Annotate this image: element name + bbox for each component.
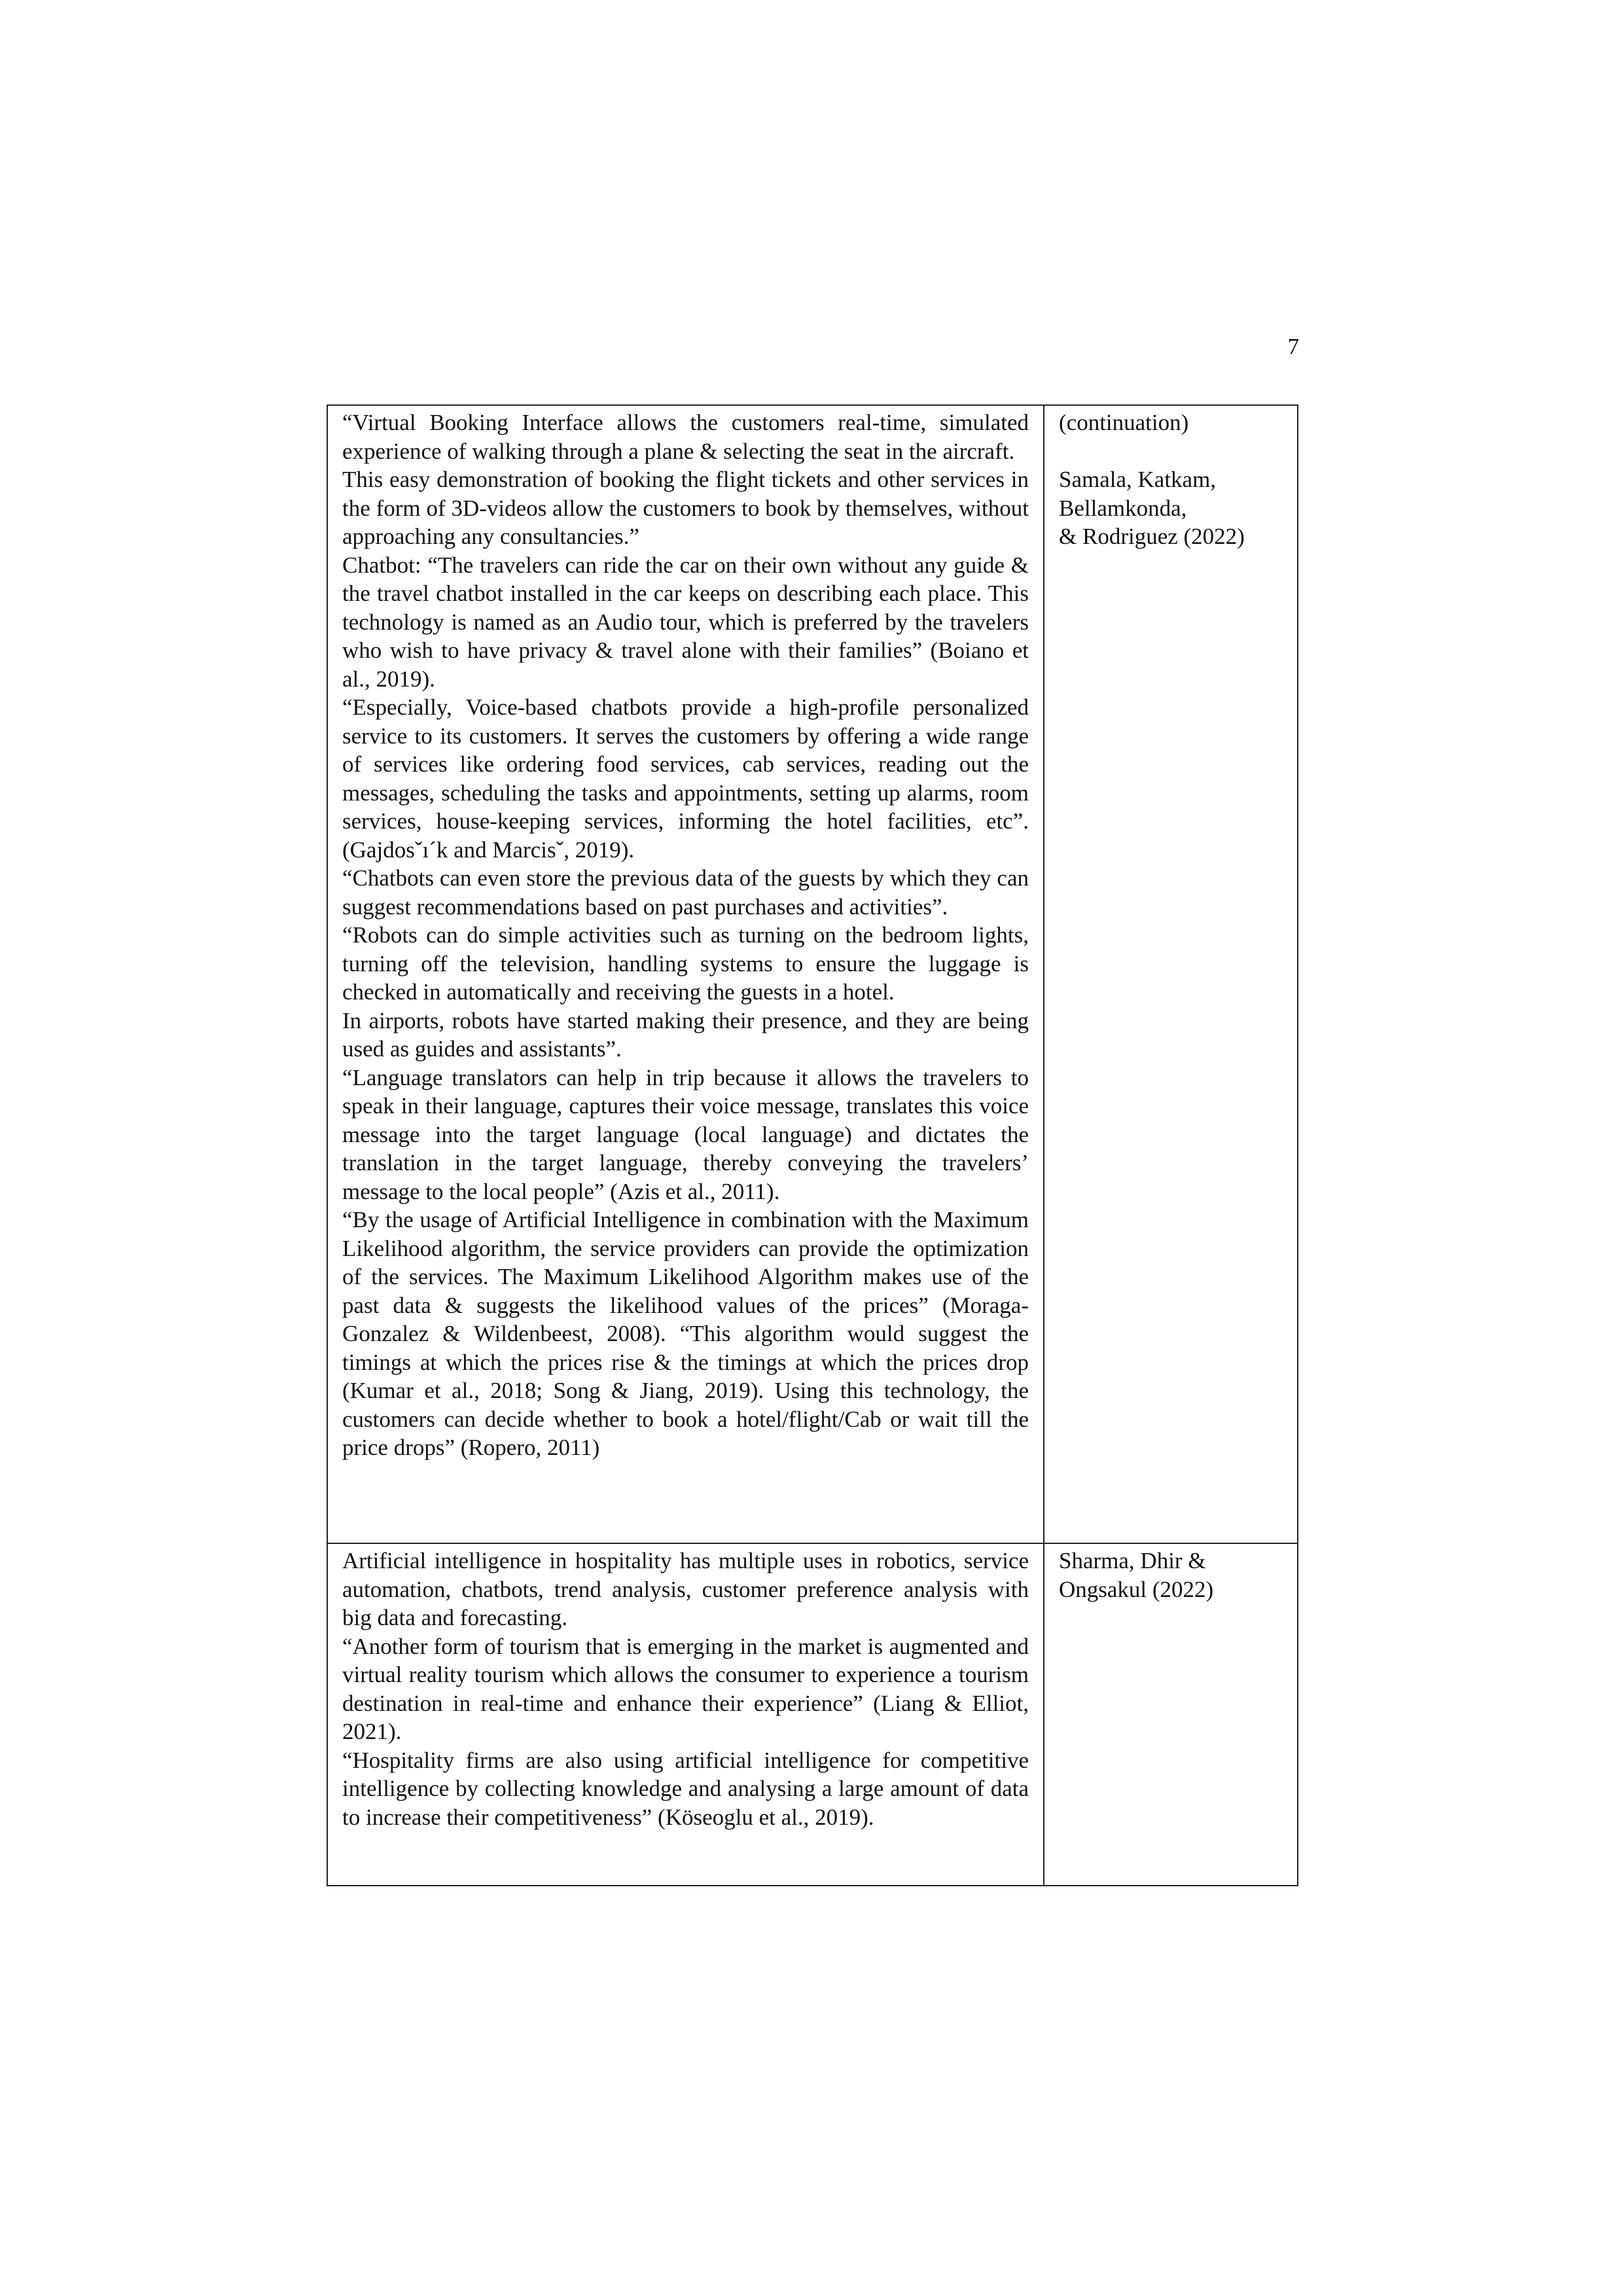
- source-author-line: Bellamkonda,: [1059, 495, 1187, 521]
- source-author-line: Ongsakul (2022): [1059, 1576, 1214, 1602]
- quote-paragraph: This easy demonstration of booking the flight tickets and other services in the form of 3D-videos allow the customers to book by themselves, without approaching any consultancies.”: [342, 467, 1029, 549]
- quote-paragraph: “Chatbots can even store the previous data of the guests by which they can suggest recommendations based on past purchases and activities”.: [342, 865, 1029, 920]
- source-author-line: Sharma, Dhir &: [1059, 1548, 1206, 1573]
- table-row: [327, 405, 1298, 1543]
- page-number: 7: [1287, 334, 1299, 359]
- quote-paragraph: Chatbot: “The travelers can ride the car on their own without any guide & the travel chatbot installed in the car keeps on describing each place. This technology is named as an Audio tour, which is preferred by the travelers who wish to have privacy & travel alone with their families” (Boiano et al., 2019).: [342, 552, 1029, 692]
- quote-paragraph: “Hospitality firms are also using artificial intelligence for competitive intelligence by collecting knowledge and analysing a large amount of data to increase their competitiveness” (Köseoglu et al., 2019).: [342, 1747, 1029, 1830]
- quote-paragraph: “Virtual Booking Interface allows the customers real-time, simulated experience of walking through a plane & selecting the seat in the aircraft.: [342, 410, 1029, 464]
- spacer: [1059, 437, 1284, 466]
- quote-paragraph: “Especially, Voice-based chatbots provide a high-profile personalized service to its customers. It serves the customers by offering a wide range of services like ordering food services, cab services, reading out the messages, scheduling the tasks and appointments, setting up alarms, room services, house-keeping services, informing the hotel facilities, etc”. (Gajdosˇı´k and Marcisˇ, 2019).: [342, 694, 1029, 863]
- quote-cell: [327, 1543, 1044, 1886]
- source-cell: [1044, 405, 1298, 1543]
- quote-paragraph: “Another form of tourism that is emerging in the market is augmented and virtual reality tourism which allows the consumer to experience a tourism destination in real-time and enhance their experience” (Liang & Elliot, 2021).: [342, 1633, 1029, 1744]
- quote-cell: [327, 405, 1044, 1543]
- table-row: [327, 1543, 1298, 1886]
- continuation-note: (continuation): [1059, 410, 1189, 435]
- quote-paragraph: “Language translators can help in trip because it allows the travelers to speak in their language, captures their voice message, translates this voice message into the target language (local language) and dictates the translation in the target language, thereby conveying the travelers’ message to the local people” (Azis et al., 2011).: [342, 1064, 1029, 1204]
- quote-paragraph: Artificial intelligence in hospitality has multiple uses in robotics, service automation, chatbots, trend analysis, customer preference analysis with big data and forecasting.: [342, 1548, 1029, 1630]
- quote-paragraph: “By the usage of Artificial Intelligence in combination with the Maximum Likelihood algorithm, the service providers can provide the optimization of the services. The Maximum Likelihood Algorithm makes use of the past data & suggests the likelihood values of the prices” (Moraga-Gonzalez & Wildenbeest, 2008). “This algorithm would suggest the timings at which the prices rise & the timings at which the prices drop (Kumar et al., 2018; Song & Jiang, 2019). Using this technology, the customers can decide whether to book a hotel/flight/Cab or wait till the price drops” (Ropero, 2011): [342, 1207, 1029, 1460]
- quote-paragraph: In airports, robots have started making their presence, and they are being used as guides and assistants”.: [342, 1007, 1029, 1062]
- quote-paragraph: “Robots can do simple activities such as turning on the bedroom lights, turning off the television, handling systems to ensure the luggage is checked in automatically and receiving the guests in a hotel.: [342, 922, 1029, 1005]
- source-cell: [1044, 1543, 1298, 1886]
- literature-table: [327, 404, 1298, 1886]
- source-author-line: Samala, Katkam,: [1059, 467, 1217, 492]
- source-author-line: & Rodriguez (2022): [1059, 524, 1245, 549]
